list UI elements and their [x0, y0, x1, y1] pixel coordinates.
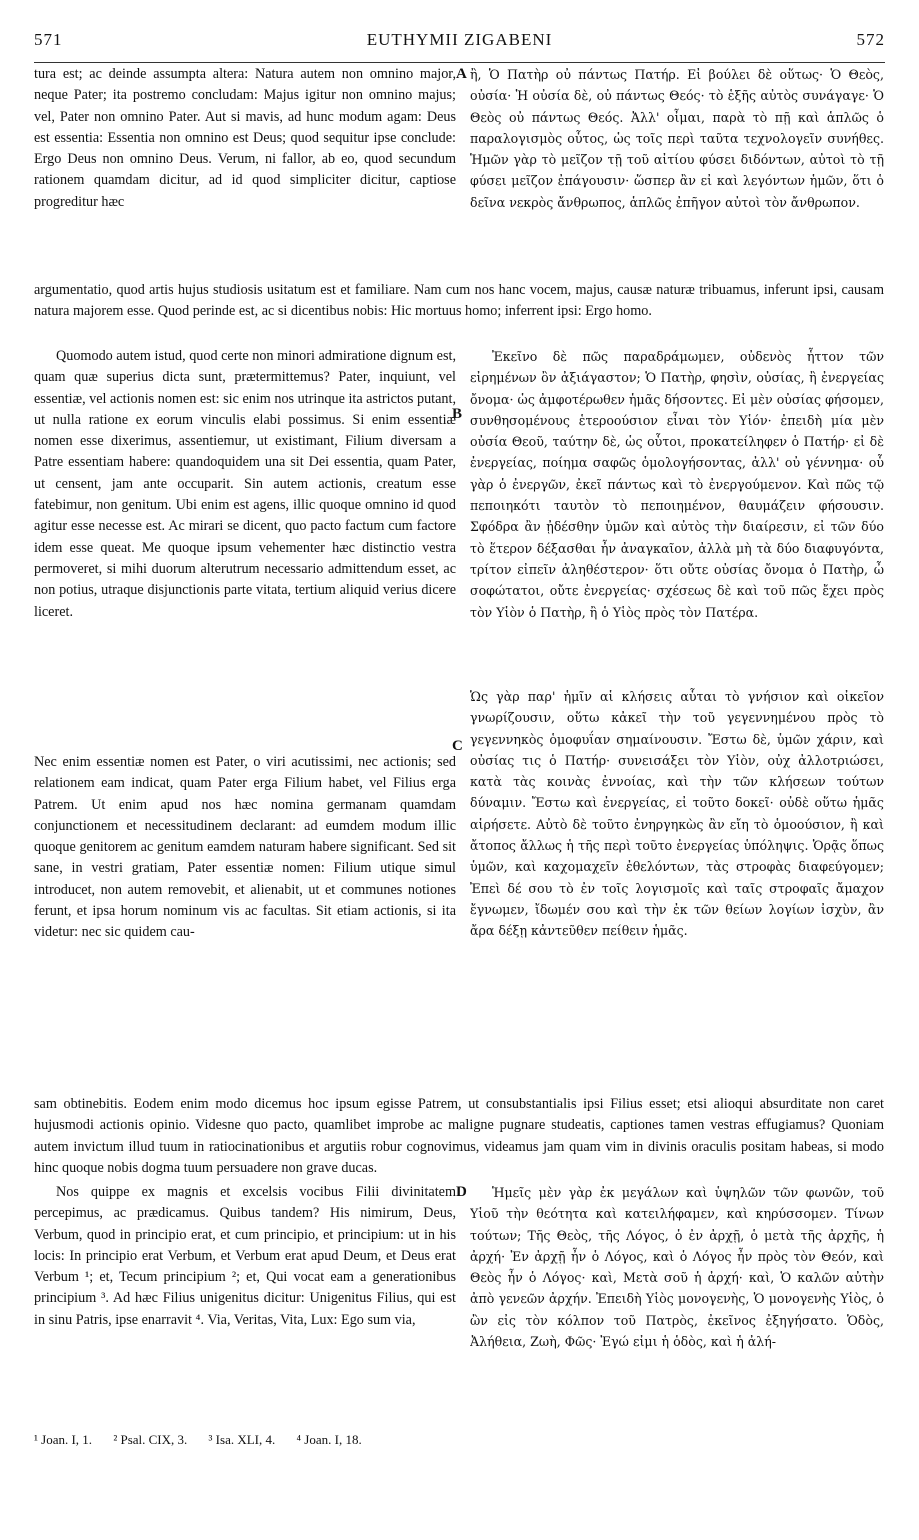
latin-column-d: [34, 1182, 456, 1418]
greek-column-b: [470, 346, 884, 686]
footnote: ¹ Joan. I, 1.: [34, 1432, 93, 1447]
greek-text-a: ἢ, Ὁ Πατὴρ οὐ πάντως Πατήρ. Εἰ βούλει δὲ οὕτως· Ὁ Θεὸς, οὐσία· Ἡ οὐσία δὲ, οὐ πάντως Θεός· τὸ ἑξῆς αὐτὸς συνάγαγε· Ὁ Θεὸς οὐ πάντως Θεός. Ἀλλ' οἶμαι, παρὰ τὸ πῇ καὶ ἁπλῶς ὁ παραλογισμὸς οὗτος, ὡς τοῖς περὶ ταῦτα τεχνολογεῖν συνήθες. Ἡμῶν γὰρ τὸ μεῖζον τῇ τοῦ αἰτίου φύσει διδόντων, αὐτοὶ τὸ τῇ φύσει μεῖζον ἐπάγουσιν· ὥσπερ ἂν εἰ καὶ λεγόντων ἡμῶν, ὅτι ὁ δεῖνα νεκρὸς ἄνθρωπος, ἁπλῶς ἐπῆγον αὐτοὶ τὸν ἄνθρωπον.: [470, 67, 884, 210]
full-width-text-a: [34, 280, 884, 346]
full-text-c: sam obtinebitis. Eodem enim modo dicemus hoc ipsum egisse Patrem, ut consubstantialis ipsi Filius esset; etsi alioqui absurditate non caret hujusmodi actionis opinio. Videsne quo pacto, quamlibet improbe ac maligne pugnare studeatis, captiones tamen vestras effugiamus? Quoniam autem invictum illud tuum in ratiocinationibus et argutiis robur cognovimus, videamus jam quam vim in divinis oraculis positam habeas, si modo hinc quoque nobis dogma tuum persuadere non grave ducas.: [34, 1096, 884, 1176]
running-header: [34, 30, 885, 54]
section-marker-d: D: [456, 1184, 467, 1200]
greek-text-d: Ἡμεῖς μὲν γὰρ ἐκ μεγάλων καὶ ὑψηλῶν τῶν φωνῶν, τοῦ Υἱοῦ τὴν θεότητα καὶ κατειλήφαμεν, καὶ κηρύσσομεν. Τίνων τούτων; Τῆς Θεὸς, τῆς Λόγος, ὁ ἐν ἀρχῇ, ὁ μετὰ τῆς ἀρχῆς, ἡ ἀρχή· Ἐν ἀρχῇ ἦν ὁ Λόγος, καὶ ὁ Λόγος ἦν πρὸς τὸν Θεόν, καὶ Θεὸς ἦν ὁ Λόγος· καὶ, Μετὰ σοῦ ἡ ἀρχή· καὶ, Ὁ καλῶν αὐτὴν ἀπὸ γενεῶν ἀρχήν. Ἐπειδὴ Υἱὸς μονογενὴς, Ὁ μονογενὴς Υἱὸς, ὁ ὢν εἰς τὸν κόλπον τοῦ Πατρὸς, ἐκεῖνος ἐξηγήσατο. Ὁδὸς, Ἀλήθεια, Ζωὴ, Φῶς· Ἐγώ εἰμι ἡ ὁδὸς, καὶ ἡ ἀλή-: [470, 1185, 884, 1350]
footnote: ³ Isa. XLI, 4.: [208, 1432, 276, 1447]
running-title: EUTHYMII ZIGABENI: [366, 30, 553, 49]
greek-text-b: Ἐκεῖνο δὲ πῶς παραδράμωμεν, οὐδενὸς ἧττον τῶν εἰρημένων ὂν ἀξιάγαστον; Ὁ Πατὴρ, φησὶν, οὐσίας, ἢ ἐνεργείας ὄνομα· ὡς ἀμφοτέρωθεν ἡμᾶς δήσοντες. Εἰ μὲν οὐσίας φήσομεν, συνθησομένους ἑτεροούσιον εἶναι τὸν Υἱόν· ἐπειδὴ μία μὲν οὐσία Θεοῦ, ταύτην δὲ, ὡς οὗτοι, προκατείληφεν ὁ Πατήρ· εἰ δὲ ἐνεργείας, ποίημα σαφῶς ὁμολογήσοντας, ἀλλ' οὐ γέννημα· οὗ γὰρ ὁ ἐνεργῶν, ἐκεῖ πάντως καὶ τὸ ἐνεργούμενον. Καὶ πῶς τῷ πεποιηκότι ταυτὸν τὸ πεποιημένον, θαυμάζειν φήσουσιν. Σφόδρα ἂν ᾐδέσθην ὑμῶν καὶ αὐτὸς τὴν διαίρεσιν, εἰ τῶν δύο τὸ ἕτερον δέξασθαι ἦν ἀναγκαῖον, ἀλλὰ μὴ τὰ δύο διαφυγόντα, τρίτον εἰπεῖν ἀληθέστερον· ὅτι οὔτε οὐσίας ὄνομα ὁ Πατὴρ, ὦ σοφώτατοι, οὔτε ἐνεργείας· σχέσεως δὲ καὶ τοῦ πῶς ἔχει πρὸς τὸν Υἱὸν ὁ Πατὴρ, ἢ ὁ Υἱὸς πρὸς τὸν Πατέρα.: [470, 349, 884, 620]
greek-column-c: [470, 686, 884, 1094]
footnotes: [34, 1432, 884, 1448]
latin-text-b: Quomodo autem istud, quod certe non minori admiratione dignum est, quam quæ superius dicta sunt, prætermittemus? Pater, inquiunt, vel essentiæ, vel actionis nomen est: sic enim nos utrinque ita astrictos putant, ut nulla ratione ex eorum vinculis elabi possimus. Si enim essentiæ nomen esse dixerimus, assentiemur, ut existimant, Filium diversam a Patre essentiam habere: quandoquidem una sit Dei essentia, quam Pater, ut censent, jam ante occuparit. Sin autem actionis, creatum esse fatebimur, non genitum. Ubi enim est agens, illic quoque omnino id quod agitur esse necesse est. Ac mirari se dicent, quo pacto factum cum factore idem esse queat. Me quoque ipsum vehementer hæc distinctio vestra permoveret, si mihi duorum alterutrum necessario admittendum esset, ac non potius, utraque disjunctionis parte vitata, tertium aliquid verius dicere liceret.: [34, 348, 456, 620]
latin-column-b: [34, 346, 456, 752]
greek-text-c: Ὡς γὰρ παρ' ἡμῖν αἱ κλήσεις αὗται τὸ γνήσιον καὶ οἰκεῖον γνωρίζουσιν, οὕτω κἀκεῖ τὴν τοῦ γεγεννημένου πρὸς τὸ γεγεννηκὸς ὁμοφυΐαν σημαίνουσιν. Ἔστω δὲ, ὑμῶν χάριν, καὶ οὐσίας τις ὁ Πατήρ· συνεισάξει τὸν Υἱὸν, οὐχ ἀλλοτριώσει, κατὰ τὰς κοινὰς ἐννοίας, καὶ τὴν τῶν κλήσεων τούτων δύναμιν. Ἔστω καὶ ἐνεργείας, εἰ τοῦτο δοκεῖ· οὐδὲ οὕτω ἡμᾶς αἱρήσετε. Αὐτὸ δὲ τοῦτο ἐνηργηκὼς ἂν εἴη τὸ ὁμοούσιον, ἢ καὶ ἄτοπος ἄλλως ἡ τῆς περὶ τοῦτο ἐνεργείας ὑπόληψις. Ὁρᾷς ὅπως ὑμῶν, καὶ καχομαχεῖν ἐθελόντων, τὰς στροφὰς διαφεύγομεν; Ἐπεὶ δέ σου τὸ ἐν τοῖς λογισμοῖς καὶ ταῖς στροφαῖς ἄμαχον ἔγνωμεν, ἴδωμέν σου καὶ τὴν ἐκ τῶν θείων λογίων ἰσχὺν, ἂν ἄρα δέξῃ κἀντεῦθεν πείθειν ἡμᾶς.: [470, 689, 884, 939]
header-rule: [34, 62, 885, 63]
full-width-text-c: [34, 1094, 884, 1180]
page-number-right: 572: [856, 30, 885, 49]
latin-column-a: [34, 64, 456, 278]
latin-text-c: Nec enim essentiæ nomen est Pater, o viri acutissimi, nec actionis; sed relationem eam indicat, quam Pater erga Filium habet, vel Filius erga Patrem. Ut enim apud nos hæc nomina germanam quamdam conjunctionem et necessitudinem declarant: ad eumdem modum illic quoque genitorem ac genitum eamdem naturam habere significant. Sed sit sane, in vestri gratiam, Pater essentiæ nomen: Filium utique simul introducet, non autem removebit, et alienabit, ut et communes notiones ferunt, et ipsa horum nominum vis ac facultas. Sit etiam actionis, si ita videtur: nec sic quidem cau-: [34, 754, 456, 941]
section-marker-a: A: [456, 66, 467, 82]
section-marker-b: B: [452, 406, 463, 422]
latin-column-c: [34, 752, 456, 1094]
latin-text-d: Nos quippe ex magnis et excelsis vocibus Filii divinitatem percepimus, ac prædicamus. Quibus tandem? His nimirum, Deus, Verbum, quod in principio erat, et cum principio, et principium: ut in his locis: In principio erat Verbum, et Verbum erat apud Deum, et Deus erat Verbum ¹; et, Tecum principium ²; et, Qui vocat eam a generationibus principium ³. Ad hæc Filius unigenitus dicitur: Unigenitus Filius, qui est in sinu Patris, ipse enarravit ⁴. Via, Veritas, Vita, Lux: Ego sum via,: [34, 1184, 456, 1328]
greek-column-d: [470, 1182, 884, 1418]
full-text-a: argumentatio, quod artis hujus studiosis usitatum est et familiare. Nam cum nos hanc vocem, majus, causæ naturæ tribuamus, inferunt ipsi, causam natura majorem esse. Quod perinde est, ac si dicentibus nobis: Hic mortuus homo; inferrent ipsi: Ergo homo.: [34, 282, 884, 320]
footnote: ² Psal. CIX, 3.: [113, 1432, 188, 1447]
footnote: ⁴ Joan. I, 18.: [296, 1432, 362, 1447]
latin-text-a: tura est; ac deinde assumpta altera: Natura autem non omnino major, neque Pater; ita postremo concludam: Majus igitur non omnino majus; vel, Pater non omnino Pater. Aut si mavis, ad hunc modum agam: Deus est essentia: Essentia non omnino est Deus; quod sequitur ipse conclude: Ergo Deus non omnino Deus. Verum, ni fallor, ab eo, quod secundum rationem quamdam dicitur, ad id quod simpliciter dicitur, captiose progreditur hæc: [34, 66, 456, 210]
greek-column-a: [470, 64, 884, 278]
section-marker-c: C: [452, 738, 463, 754]
page-number-left: 571: [34, 30, 63, 49]
